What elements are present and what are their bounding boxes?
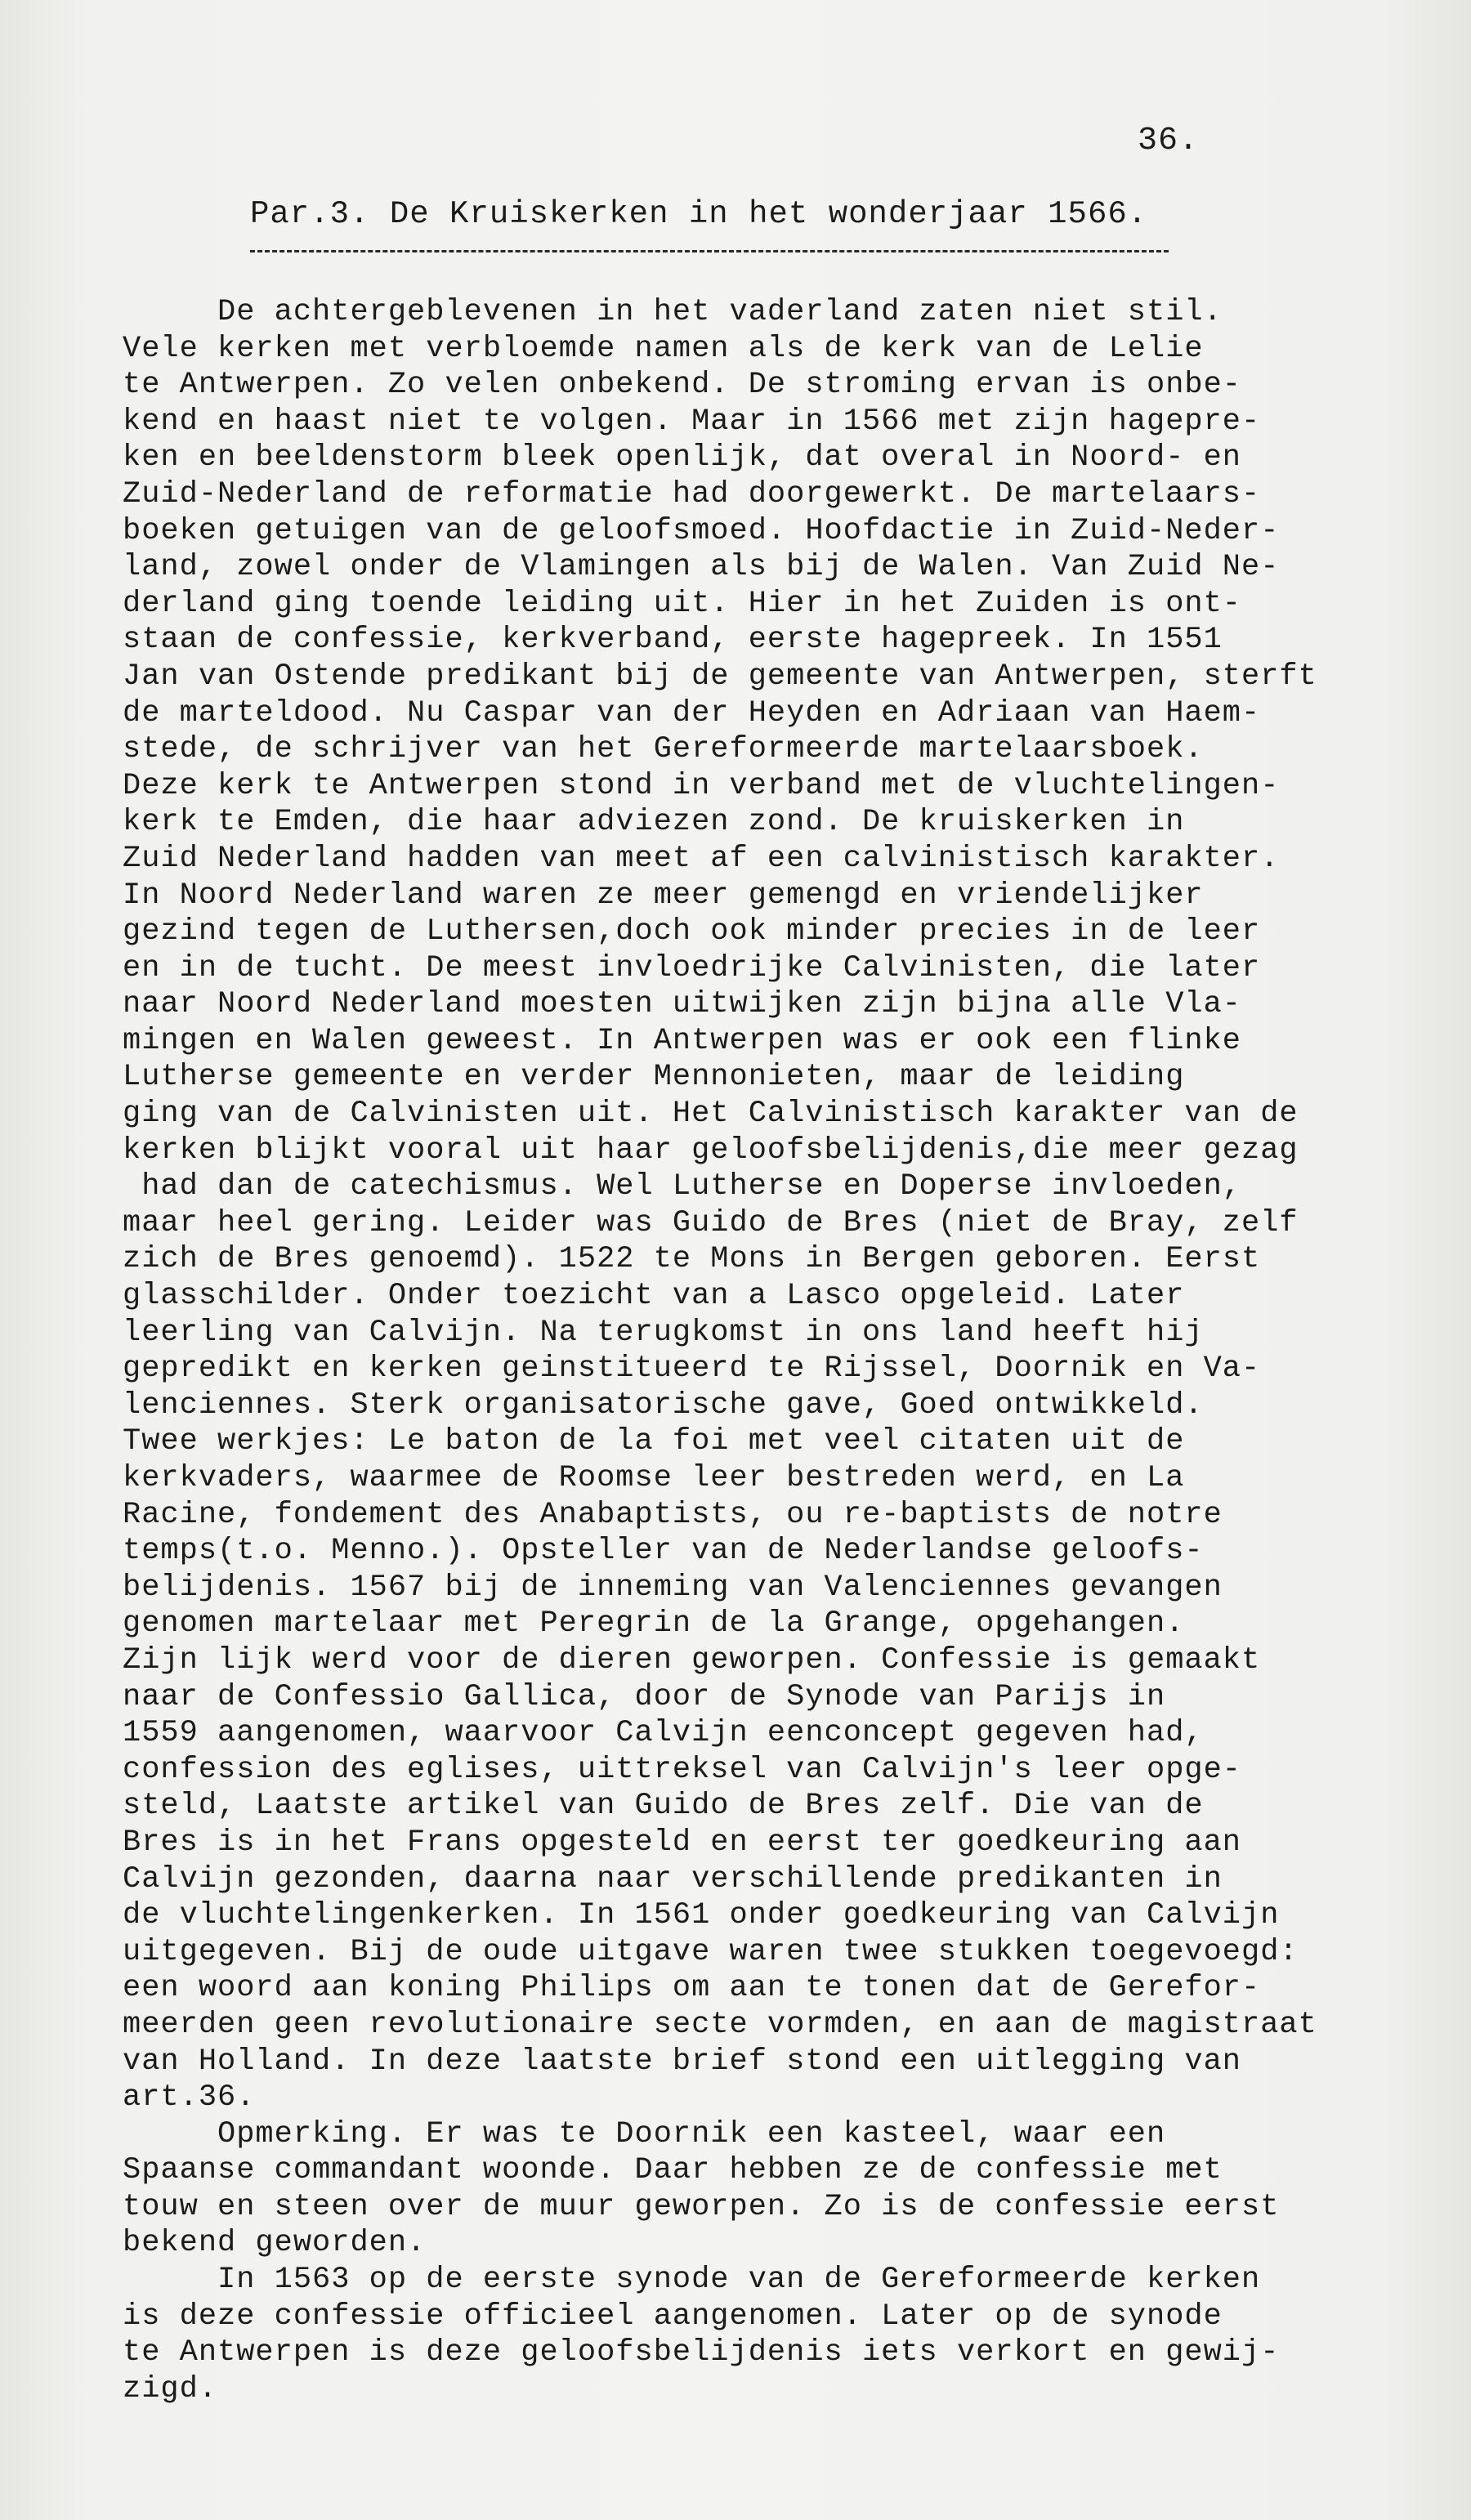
text-line: van Holland. In deze laatste brief stond een uitlegging van (123, 2044, 1242, 2079)
text-line: uitgegeven. Bij de oude uitgave waren twee stukken toegevoegd: (123, 1934, 1299, 1969)
text-line: de marteldood. Nu Caspar van der Heyden en Adriaan van Haem- (123, 695, 1261, 731)
text-line: derland ging toende leiding uit. Hier in het Zuiden is ont- (123, 586, 1242, 621)
text-line: 1559 aangenomen, waarvoor Calvijn eenconcept gegeven had, (123, 1716, 1204, 1751)
text-line: meerden geen revolutionaire secte vormden, en aan de magistraat (123, 2007, 1317, 2042)
text-line: is deze confessie officieel aangenomen. Later op de synode (123, 2299, 1223, 2334)
text-line: In Noord Nederland waren ze meer gemengd en vriendelijker (123, 878, 1204, 913)
text-line: kerk te Emden, die haar adviezen zond. De kruiskerken in (123, 805, 1185, 840)
text-line: genomen martelaar met Peregrin de la Grange, opgehangen. (123, 1606, 1185, 1642)
text-line: steld, Laatste artikel van Guido de Bres zelf. Die van de (123, 1789, 1204, 1824)
text-line: zigd. (123, 2371, 218, 2406)
body-text (123, 294, 1414, 2407)
text-line: In 1563 op de eerste synode van de Gereformeerde kerken (123, 2263, 1261, 2298)
text-line: confession des eglises, uittreksel van Calvijn's leer opge- (123, 1752, 1242, 1787)
text-line: staan de confessie, kerkverband, eerste hagepreek. In 1551 (123, 623, 1223, 658)
text-line: touw en steen over de muur geworpen. Zo is de confessie eerst (123, 2189, 1280, 2224)
text-line: belijdenis. 1567 bij de inneming van Valenciennes gevangen (123, 1570, 1223, 1605)
text-line: Twee werkjes: Le baton de la foi met veel citaten uit de (123, 1424, 1185, 1459)
text-line: te Antwerpen is deze geloofsbelijdenis iets verkort en gewij- (123, 2335, 1280, 2370)
text-line: Vele kerken met verbloemde namen als de kerk van de Lelie (123, 331, 1204, 366)
text-line: Calvijn gezonden, daarna naar verschillende predikanten in (123, 1861, 1223, 1897)
text-line: Racine, fondement des Anabaptists, ou re-baptists de notre (123, 1497, 1223, 1532)
text-line: leerling van Calvijn. Na terugkomst in ons land heeft hij (123, 1315, 1204, 1350)
text-line: De achtergeblevenen in het vaderland zaten niet stil. (123, 295, 1223, 329)
text-line: Jan van Ostende predikant bij de gemeente van Antwerpen, sterft (123, 659, 1317, 694)
text-line: boeken getuigen van de geloofsmoed. Hoofdactie in Zuid-Neder- (123, 513, 1280, 548)
text-line: Zuid-Nederland de reformatie had doorgewerkt. De martelaars- (123, 476, 1261, 512)
text-line: naar Noord Nederland moesten uitwijken zijn bijna alle Vla- (123, 987, 1242, 1022)
page-number: 36. (1138, 123, 1200, 159)
text-line: art.36. (123, 2080, 256, 2116)
text-line: had dan de catechismus. Wel Lutherse en Doperse invloeden, (123, 1169, 1242, 1204)
text-line: land, zowel onder de Vlamingen als bij de Walen. Van Zuid Ne- (123, 550, 1280, 585)
text-line: stede, de schrijver van het Gereformeerde martelaarsboek. (123, 732, 1204, 767)
text-line: Bres is in het Frans opgesteld en eerst ter goedkeuring aan (123, 1825, 1242, 1860)
text-line: ken en beeldenstorm bleek openlijk, dat overal in Noord- en (123, 440, 1242, 476)
text-line: ging van de Calvinisten uit. Het Calvinistisch karakter van de (123, 1097, 1299, 1132)
text-line: Deze kerk te Antwerpen stond in verband met de vluchtelingen- (123, 768, 1280, 803)
text-line: bekend geworden. (123, 2226, 427, 2261)
text-line: kerkvaders, waarmee de Roomse leer bestreden werd, en La (123, 1461, 1185, 1495)
text-line: gepredikt en kerken geinstitueerd te Rijssel, Doornik en Va- (123, 1352, 1261, 1387)
text-line: temps(t.o. Menno.). Opsteller van de Nederlandse geloofs- (123, 1534, 1204, 1569)
text-line: de vluchtelingenkerken. In 1561 onder goedkeuring van Calvijn (123, 1898, 1280, 1933)
text-line: zich de Bres genoemd). 1522 te Mons in Bergen geboren. Eerst (123, 1242, 1261, 1277)
section-heading: Par.3. De Kruiskerken in het wonderjaar 1566. (250, 196, 1148, 232)
text-line: Lutherse gemeente en verder Mennonieten, maar de leiding (123, 1060, 1185, 1095)
text-line: en in de tucht. De meest invloedrijke Calvinisten, die later (123, 950, 1261, 985)
text-line: kend en haast niet te volgen. Maar in 1566 met zijn hagepre- (123, 404, 1261, 439)
text-line: te Antwerpen. Zo velen onbekend. De stroming ervan is onbe- (123, 368, 1242, 403)
text-line: Opmerking. Er was te Doornik een kasteel, waar een (123, 2116, 1166, 2151)
text-line: glasschilder. Onder toezicht van a Lasco opgeleid. Later (123, 1279, 1185, 1314)
text-line: lenciennes. Sterk organisatorische gave, Goed ontwikkeld. (123, 1387, 1204, 1423)
text-line: maar heel gering. Leider was Guido de Bres (niet de Bray, zelf (123, 1205, 1299, 1240)
text-line: Spaanse commandant woonde. Daar hebben ze de confessie met (123, 2153, 1223, 2188)
heading-underline (250, 250, 1169, 252)
text-line: gezind tegen de Luthersen,doch ook minder precies in de leer (123, 914, 1261, 949)
text-line: Zuid Nederland hadden van meet af een calvinistisch karakter. (123, 841, 1280, 876)
text-line: kerken blijkt vooral uit haar geloofsbelijdenis,die meer gezag (123, 1133, 1299, 1168)
text-line: mingen en Walen geweest. In Antwerpen was er ook een flinke (123, 1023, 1242, 1058)
text-line: een woord aan koning Philips om aan te tonen dat de Gerefor- (123, 1971, 1261, 2006)
text-line: naar de Confessio Gallica, door de Synode van Parijs in (123, 1679, 1166, 1714)
text-line: Zijn lijk werd voor de dieren geworpen. Confessie is gemaakt (123, 1642, 1261, 1678)
